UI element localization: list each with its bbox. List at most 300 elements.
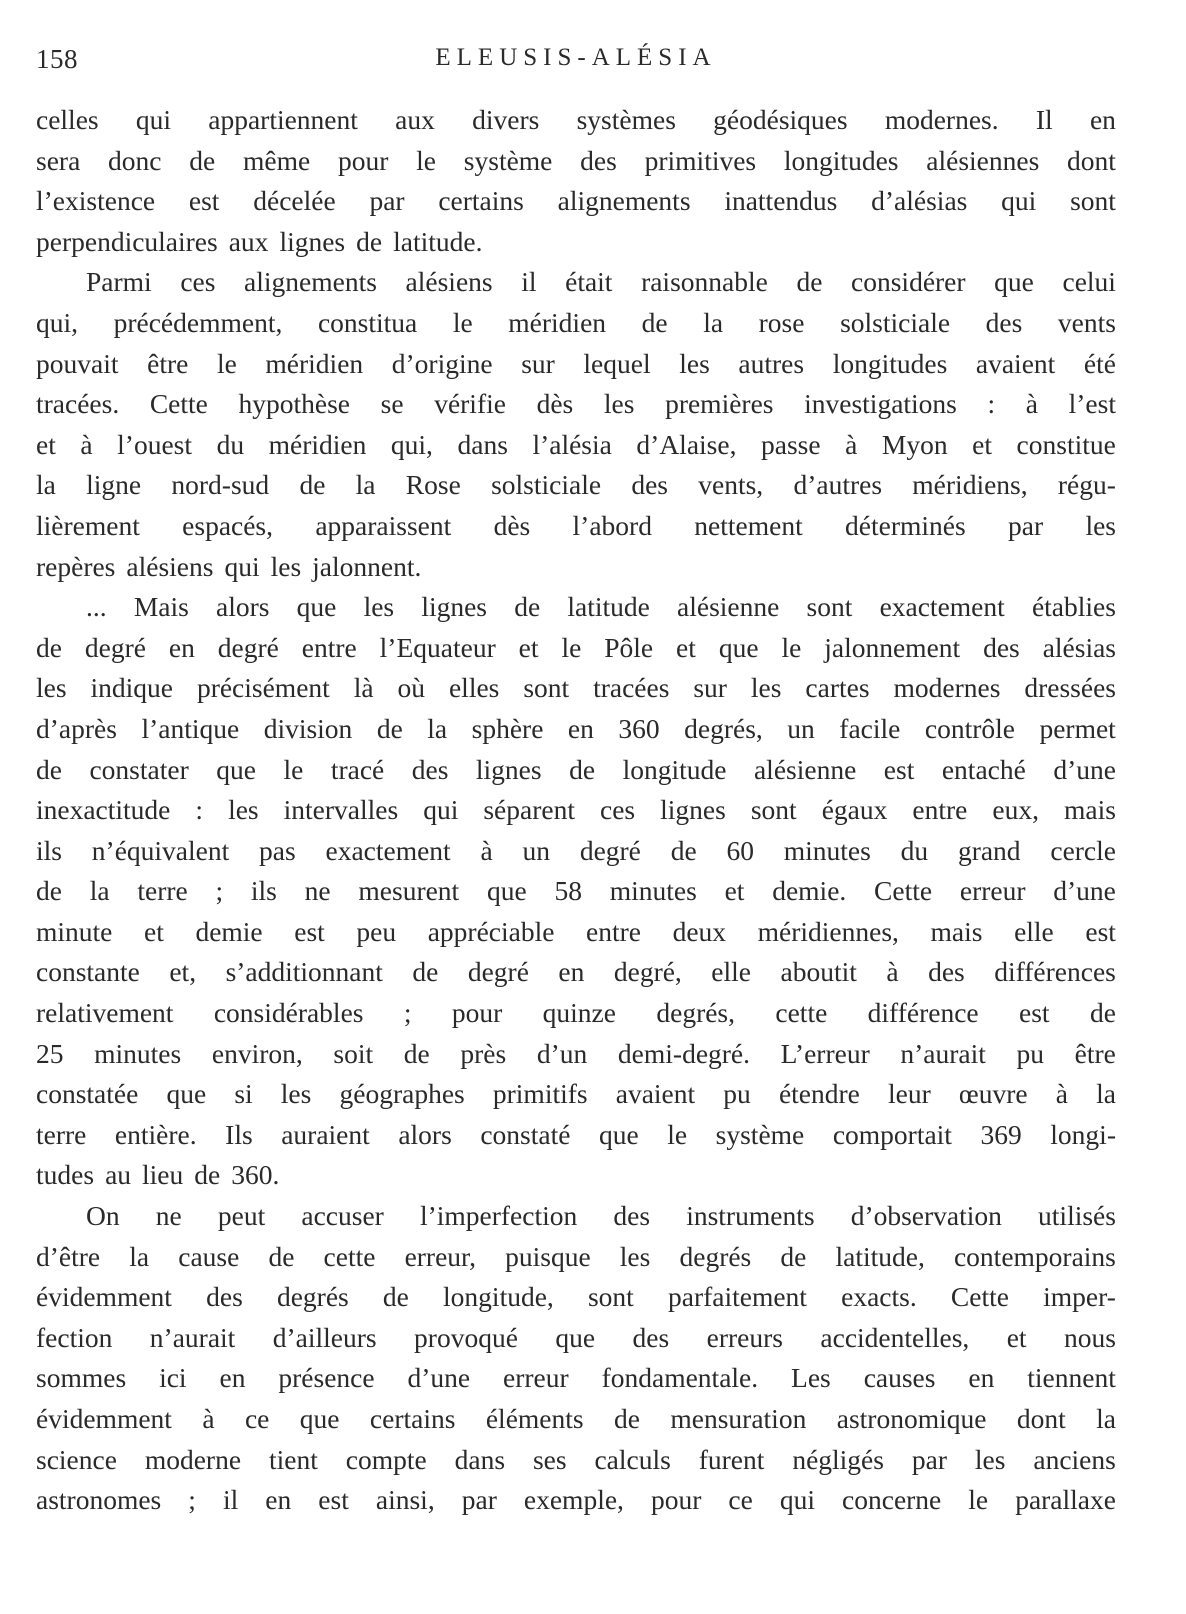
word: alors — [398, 1118, 452, 1150]
text-line — [36, 1277, 1116, 1318]
word: ne — [304, 875, 331, 907]
word: ligne — [86, 469, 142, 501]
word: évidemment — [36, 1403, 172, 1434]
word: d’alésias — [871, 185, 968, 217]
word: cette — [323, 1240, 376, 1272]
word: éléments — [485, 1403, 584, 1434]
word: est — [294, 915, 325, 947]
word: des — [580, 144, 617, 176]
word: dont — [1016, 1403, 1066, 1434]
word: terre — [137, 875, 188, 907]
word: n’aurait — [900, 1037, 986, 1069]
word: alignements — [557, 185, 691, 217]
text-line — [36, 871, 1116, 912]
word: été — [1083, 347, 1116, 379]
word: en — [168, 631, 195, 663]
text-line — [36, 709, 1116, 750]
word: dressées — [1024, 672, 1116, 704]
word: tient — [268, 1443, 318, 1475]
word: de — [670, 834, 697, 866]
word: est — [188, 185, 220, 217]
word: est — [1085, 915, 1116, 947]
word: alésienne — [753, 753, 857, 785]
word: modernes — [893, 672, 1001, 704]
word: ses — [532, 1443, 567, 1475]
word: méridiens, — [912, 469, 1028, 501]
word: provoqué — [414, 1321, 518, 1353]
word: Parmi — [86, 266, 152, 298]
word: constitua — [317, 306, 418, 338]
word: considérables — [213, 997, 364, 1029]
word: exemple, — [523, 1484, 624, 1516]
word: perpendiculaires — [36, 225, 218, 257]
word: en — [219, 1362, 246, 1394]
word: le — [283, 753, 304, 785]
word: primitives — [644, 144, 757, 176]
word: lequel — [583, 347, 651, 379]
word: degré — [84, 631, 146, 663]
word: de — [299, 469, 326, 501]
word: d’origine — [391, 347, 493, 379]
word: leur — [888, 1078, 931, 1110]
word: pour — [337, 144, 389, 176]
word: causes — [863, 1362, 936, 1394]
word: il — [521, 266, 537, 298]
word: de — [796, 266, 823, 298]
text-line — [36, 262, 1116, 303]
word: l’est — [1068, 388, 1116, 420]
word: à — [1025, 388, 1038, 420]
word: Les — [791, 1362, 831, 1394]
word: d’ailleurs — [272, 1321, 377, 1353]
word: que — [486, 875, 527, 907]
word: utilisés — [1038, 1200, 1116, 1232]
word: exacts. — [841, 1281, 917, 1313]
word: sur — [521, 347, 555, 379]
word: dans — [454, 1443, 506, 1475]
word: constante — [36, 956, 140, 988]
word: ces — [600, 794, 636, 826]
word: qui — [423, 794, 459, 826]
word: contemporains — [953, 1240, 1116, 1272]
word: d’après — [36, 712, 117, 744]
word: minutes — [783, 834, 871, 866]
word: sont — [523, 672, 570, 704]
word: tiennent — [1027, 1362, 1116, 1394]
word: 58 — [554, 875, 582, 907]
word: qui — [224, 550, 260, 582]
word: demi-degré. — [617, 1037, 751, 1069]
word: si — [234, 1078, 253, 1110]
word: géographes — [339, 1078, 465, 1110]
word: le — [781, 631, 802, 663]
word: astronomes — [36, 1484, 162, 1516]
word: mesurent — [358, 875, 460, 907]
text-line — [36, 303, 1116, 344]
word: être — [1074, 1037, 1116, 1069]
word: l’ouest — [117, 428, 193, 460]
page-number: 158 — [36, 44, 78, 74]
word: ces — [180, 266, 216, 298]
word: grand — [957, 834, 1021, 866]
word: en — [558, 956, 585, 988]
word: vérifie — [434, 388, 506, 420]
word: de — [36, 631, 62, 663]
word: erreur, — [404, 1240, 476, 1272]
text-line — [36, 993, 1116, 1034]
word: évidemment — [36, 1281, 172, 1313]
text-line — [36, 425, 1116, 466]
word: systèmes — [576, 104, 676, 135]
word: parallaxe — [1015, 1484, 1116, 1516]
body-text — [36, 100, 1116, 1521]
word: dans — [457, 428, 508, 460]
word: cause — [178, 1240, 240, 1272]
word: entière. — [114, 1118, 197, 1150]
word: le — [416, 144, 437, 176]
word: de — [569, 753, 596, 785]
word: pu — [723, 1078, 751, 1110]
word: du — [216, 428, 245, 460]
text-line — [36, 1318, 1116, 1359]
word: longitude, — [443, 1281, 554, 1313]
word: facile — [839, 712, 901, 744]
word: et — [143, 915, 164, 947]
word: ils — [250, 875, 277, 907]
word: que — [296, 591, 337, 623]
word: aux — [395, 104, 435, 135]
word: constaté — [480, 1118, 571, 1150]
word: avaient — [975, 347, 1056, 379]
word: sont — [1070, 185, 1116, 217]
word: entre — [301, 631, 357, 663]
word: les — [1085, 509, 1116, 541]
word: égaux — [821, 794, 888, 826]
word: deux — [672, 915, 727, 947]
word: même — [243, 144, 311, 176]
word: ce — [728, 1484, 753, 1516]
word: minutes — [609, 875, 697, 907]
word: que — [216, 753, 256, 785]
word: L’erreur — [780, 1037, 870, 1069]
word: calculs — [594, 1443, 671, 1475]
word: pour — [650, 1484, 702, 1516]
word: que — [555, 1321, 596, 1353]
text-line — [36, 1034, 1116, 1075]
word: entaché — [941, 753, 1026, 785]
word: degré — [467, 956, 529, 988]
word: tracé — [330, 753, 385, 785]
word: certains — [438, 185, 524, 217]
word: exactement — [879, 591, 1005, 623]
word: rose — [758, 306, 805, 338]
word: exactement — [325, 834, 451, 866]
word: près — [460, 1037, 507, 1069]
word: en — [567, 712, 594, 744]
word: l’existence — [36, 185, 156, 217]
word: la — [1096, 1403, 1116, 1434]
word: pour — [451, 997, 503, 1029]
word: être — [147, 347, 189, 379]
word: l’abord — [572, 509, 652, 541]
text-line — [36, 547, 1116, 588]
word: indique — [90, 672, 173, 704]
word: l’imperfection — [419, 1200, 578, 1232]
word: les — [603, 388, 635, 420]
word: lieu — [142, 1159, 184, 1191]
word: jalonnement — [824, 631, 961, 663]
word: cartes — [805, 672, 870, 704]
text-line — [36, 1196, 1116, 1237]
word: hypothèse — [238, 388, 351, 420]
word: investigations — [804, 388, 957, 420]
word: un — [522, 834, 551, 866]
word: système — [715, 1118, 805, 1150]
word: repères — [36, 550, 116, 582]
word: de — [36, 753, 62, 785]
word: anciens — [1033, 1443, 1116, 1475]
word: différences — [994, 956, 1116, 988]
word: lièrement — [36, 509, 140, 541]
word: alésienne — [677, 591, 780, 623]
word: de — [382, 1281, 409, 1313]
word: primitifs — [492, 1078, 588, 1110]
word: de — [356, 225, 383, 257]
text-line — [36, 1480, 1116, 1521]
word: entre — [586, 915, 641, 947]
word: d’Alaise, — [636, 428, 737, 460]
word: et — [972, 428, 992, 460]
word: de — [268, 1240, 295, 1272]
word: moderne — [144, 1443, 242, 1475]
word: les — [619, 1240, 651, 1272]
word: de — [194, 1159, 221, 1191]
word: vents, — [698, 469, 764, 501]
word: latitude, — [835, 1240, 925, 1272]
word: Rose — [405, 469, 461, 501]
word: 360. — [231, 1159, 280, 1191]
word: degré — [217, 631, 279, 663]
word: de — [412, 956, 439, 988]
text-line — [36, 952, 1116, 993]
word: de — [376, 712, 403, 744]
text-line — [36, 790, 1116, 831]
word: en — [968, 1362, 995, 1394]
word: relativement — [36, 997, 174, 1029]
word: Pôle — [604, 631, 654, 663]
word: modernes. — [884, 104, 999, 135]
word: constater — [89, 753, 189, 785]
word: degré, — [613, 956, 682, 988]
word: alésias — [1042, 631, 1116, 663]
word: minutes — [94, 1037, 182, 1069]
word: et — [36, 428, 56, 460]
word: jalonnent. — [312, 550, 422, 582]
word: entre — [912, 794, 968, 826]
word: et — [676, 631, 696, 663]
text-line — [36, 100, 1116, 141]
word: les — [750, 672, 782, 704]
word: accuser — [301, 1200, 384, 1232]
word: le — [452, 306, 473, 338]
text-line — [36, 1155, 1116, 1196]
word: auraient — [281, 1118, 370, 1150]
word: appréciable — [427, 915, 555, 947]
word: qui — [1001, 185, 1037, 217]
word: d’une — [1053, 875, 1116, 907]
word: que — [718, 631, 759, 663]
word: sera — [36, 144, 81, 176]
word: celui — [1062, 266, 1116, 298]
word: de — [614, 1403, 640, 1434]
word: : — [987, 388, 996, 420]
word: à — [886, 956, 899, 988]
word: apparaissent — [315, 509, 452, 541]
word: le — [216, 347, 237, 379]
word: avaient — [615, 1078, 696, 1110]
text-line — [36, 1237, 1116, 1278]
word: imper- — [1043, 1281, 1116, 1313]
word: par — [911, 1443, 947, 1475]
word: degré — [579, 834, 641, 866]
word: que — [166, 1078, 207, 1110]
word: à — [80, 428, 93, 460]
word: Cette — [874, 875, 933, 907]
word: régu- — [1057, 469, 1116, 501]
word: soit — [333, 1037, 374, 1069]
word: sommes — [36, 1362, 127, 1394]
word: en — [265, 1484, 292, 1516]
word: de — [641, 306, 668, 338]
word: la — [1096, 1078, 1116, 1110]
word: On — [86, 1200, 120, 1232]
word: la — [36, 469, 56, 501]
word: établies — [1031, 591, 1116, 623]
word: lignes — [279, 225, 346, 257]
word: était — [565, 266, 613, 298]
running-title: ELEUSIS-ALÉSIA — [435, 44, 717, 71]
word: astronomique — [836, 1403, 987, 1434]
word: déterminés — [845, 509, 966, 541]
word: sur — [693, 672, 727, 704]
word: division — [263, 712, 353, 744]
word: des — [985, 306, 1023, 338]
word: science — [36, 1443, 117, 1475]
word: d’une — [407, 1362, 471, 1394]
word: qui — [779, 1484, 815, 1516]
word: la — [703, 306, 724, 338]
word: ; — [403, 997, 412, 1029]
word: de — [780, 1240, 807, 1272]
word: parfaitement — [668, 1281, 807, 1313]
word: d’autres — [793, 469, 883, 501]
word: accidentelles, — [820, 1321, 970, 1353]
word: degrés — [679, 1240, 752, 1272]
word: étendre — [778, 1078, 860, 1110]
word: est — [1019, 997, 1050, 1029]
word: alésiennes — [926, 144, 1040, 176]
word: elle — [711, 956, 751, 988]
word: fection — [36, 1321, 113, 1353]
word: 25 — [36, 1037, 64, 1069]
word: la — [89, 875, 110, 907]
word: solsticiale — [840, 306, 951, 338]
word: longi- — [1050, 1118, 1116, 1150]
word: l’Equateur — [379, 631, 496, 663]
word: est — [883, 753, 915, 785]
word: le — [667, 1118, 688, 1150]
word: méridien — [265, 347, 364, 379]
word: l’antique — [141, 712, 240, 744]
word: elle — [1014, 915, 1054, 947]
word: qui, — [36, 306, 79, 338]
word: que — [299, 1403, 340, 1434]
word: Ils — [225, 1118, 253, 1150]
word: au — [105, 1159, 132, 1191]
word: de — [189, 144, 216, 176]
word: ainsi, — [375, 1484, 435, 1516]
word: de — [1089, 997, 1116, 1029]
text-line — [36, 506, 1116, 547]
word: et — [518, 631, 539, 663]
word: les — [228, 794, 259, 826]
word: comportait — [832, 1118, 952, 1150]
word: qui — [135, 104, 171, 135]
word: pas — [259, 834, 296, 866]
word: que — [598, 1118, 639, 1150]
word: précisément — [196, 672, 330, 704]
word: œuvre — [958, 1078, 1028, 1110]
text-line — [36, 1399, 1116, 1440]
word: compte — [345, 1443, 427, 1475]
word: considérer — [851, 266, 966, 298]
word: intervalles — [283, 794, 399, 826]
page-header — [36, 44, 1116, 84]
word: les — [280, 1078, 312, 1110]
word: d’un — [536, 1037, 588, 1069]
word: par — [369, 185, 405, 217]
word: négligés — [792, 1443, 884, 1475]
text-line — [36, 141, 1116, 182]
word: méridiennes, — [757, 915, 899, 947]
word: la — [355, 469, 376, 501]
word: vents — [1057, 306, 1116, 338]
word: eux, — [992, 794, 1039, 826]
text-line — [36, 750, 1116, 791]
word: Mais — [133, 591, 189, 623]
word: d’observation — [850, 1200, 1002, 1232]
word: Cette — [149, 388, 208, 420]
word: permet — [1039, 712, 1116, 744]
text-line — [36, 222, 1116, 263]
word: degrés, — [656, 997, 736, 1029]
word: latitude — [567, 591, 650, 623]
word: contrôle — [924, 712, 1015, 744]
text-line — [36, 1074, 1116, 1115]
word: mensuration — [670, 1403, 807, 1434]
word: terre — [36, 1118, 87, 1150]
word: erreur — [503, 1362, 569, 1394]
word: Myon — [881, 428, 948, 460]
word: les — [36, 672, 67, 704]
word: sphère — [471, 712, 544, 744]
word: donc — [108, 144, 162, 176]
word: n’aurait — [149, 1321, 236, 1353]
word: et — [1006, 1321, 1027, 1353]
word: par — [461, 1484, 497, 1516]
word: à — [845, 428, 858, 460]
word: tracées — [593, 672, 670, 704]
